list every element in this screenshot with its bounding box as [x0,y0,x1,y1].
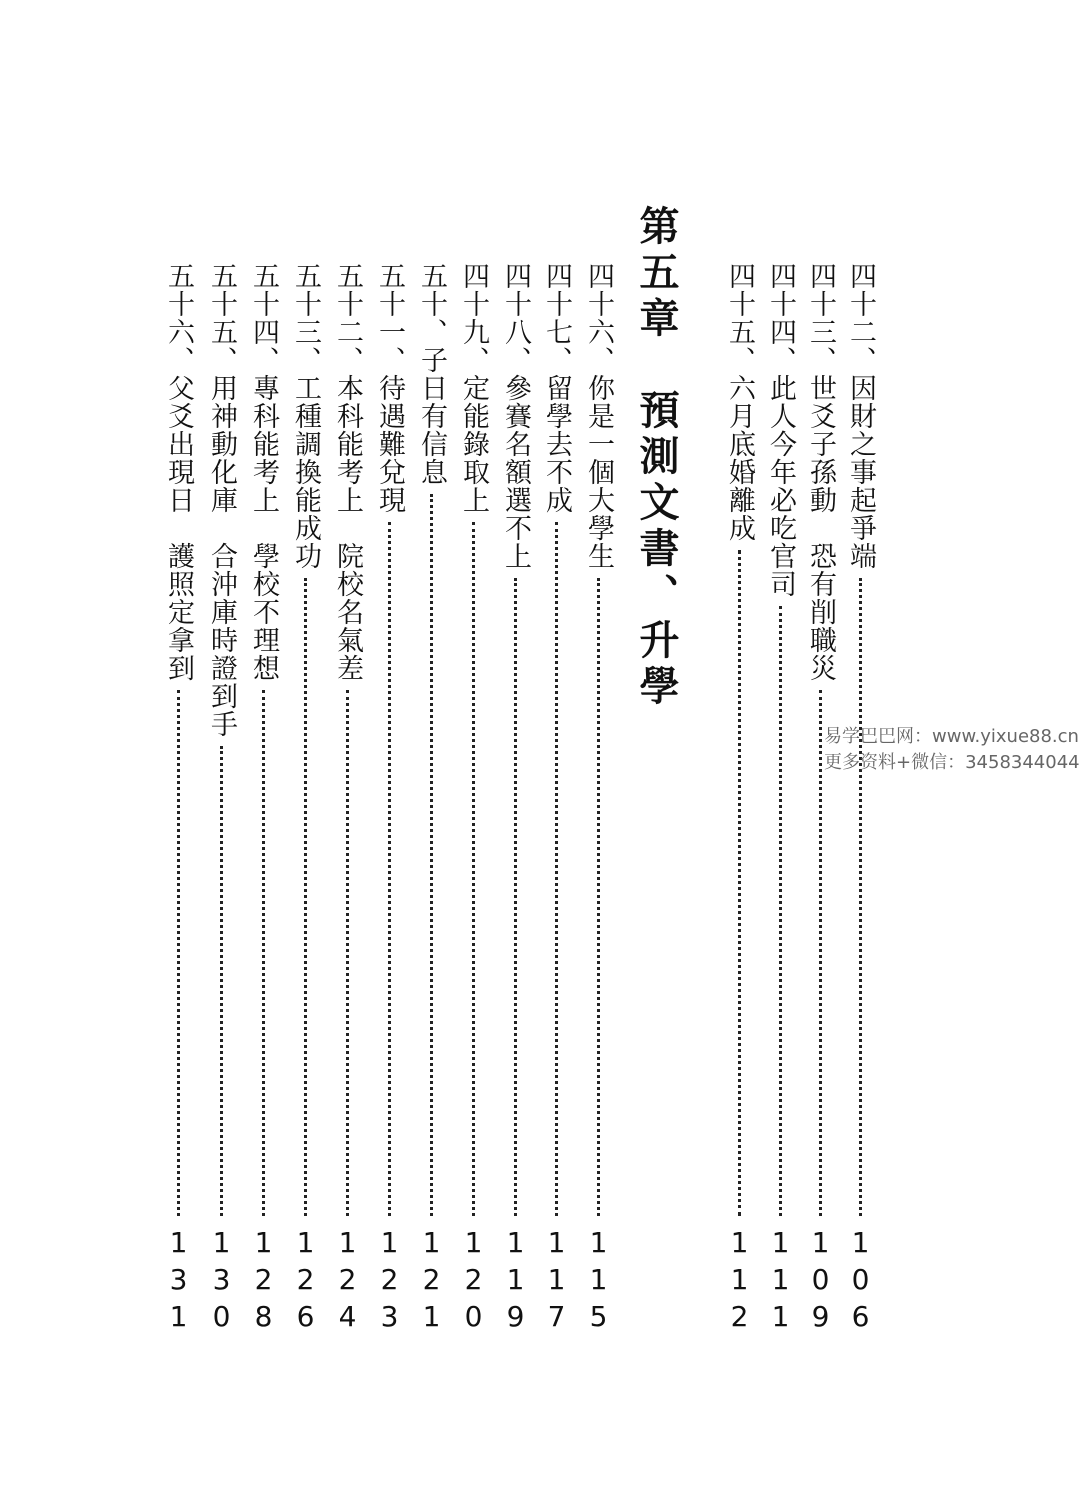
dot-leader [779,606,782,1216]
toc-entry [245,262,281,1337]
dot-leader [430,494,433,1216]
toc-entry-title: 五十六、父爻出現日 護照定拿到 [163,262,194,682]
toc-entry [413,262,449,1337]
toc-entry [287,262,323,1337]
toc-entry-title: 四十三、世爻子孫動 恐有削職災 [805,262,836,682]
dot-leader [819,690,822,1216]
dot-leader [555,522,558,1216]
dot-leader [220,746,223,1216]
watermark [824,724,1080,776]
dot-leader [859,578,862,1216]
toc-entry [329,262,365,1337]
watermark-line2: 更多资料+微信：3458344044 [824,752,1080,773]
toc-entry-title: 四十八、參賽名額選不上 [500,262,531,570]
toc-entry-title: 五十三、工種調換能成功 [290,262,321,570]
toc-entry-title: 五十四、專科能考上 學校不理想 [248,262,279,682]
toc-entry-page: 126 [289,1226,322,1337]
dot-leader [472,522,475,1216]
toc-entry-page: 119 [499,1226,532,1337]
toc-entry [580,262,616,1337]
dot-leader [514,578,517,1216]
toc-entry-title: 四十六、你是一個大學生 [583,262,614,570]
toc-entry-page: 111 [764,1226,797,1337]
dot-leader [346,690,349,1216]
toc-entry-page: 117 [540,1226,573,1337]
dot-leader [597,578,600,1216]
toc-entry [203,262,239,1337]
toc-entry [497,262,533,1337]
chapter-heading: 第五章 預測文書、升學 [633,205,680,711]
toc-entry [842,262,878,1337]
dot-leader [177,690,180,1216]
toc-entry [721,262,757,1337]
watermark-line1: 易学巴巴网：www.yixue88.cn [824,726,1079,747]
toc-entry [371,262,407,1337]
toc-entry [160,262,196,1337]
toc-entry-page: 130 [205,1226,238,1337]
toc-entry-page: 121 [415,1226,448,1337]
toc-entry-title: 五十、子日有信息 [416,262,447,486]
toc-entry-page: 123 [373,1226,406,1337]
toc-entry [538,262,574,1337]
toc-entry-title: 四十九、定能錄取上 [458,262,489,514]
toc-entry-title: 四十七、留學去不成 [541,262,572,514]
toc-entry-page: 120 [457,1226,490,1337]
dot-leader [262,690,265,1216]
toc-entry-title: 四十四、此人今年必吃官司 [765,262,796,598]
toc-entry-title: 五十五、用神動化庫 合沖庫時證到手 [206,262,237,738]
toc-entry-page: 124 [331,1226,364,1337]
toc-entry-page: 131 [162,1226,195,1337]
toc-entry-title: 五十一、待遇難兌現 [374,262,405,514]
toc-entry [455,262,491,1337]
toc-entry-title: 四十二、因財之事起爭端 [845,262,876,570]
dot-leader [738,550,741,1216]
toc-entry-title: 四十五、六月底婚離成 [724,262,755,542]
toc-entry-page: 109 [804,1226,837,1337]
toc-entry [762,262,798,1337]
toc-entry-page: 128 [247,1226,280,1337]
dot-leader [388,522,391,1216]
toc-entry [802,262,838,1337]
toc-entry-page: 115 [582,1226,615,1337]
toc-entry-title: 五十二、本科能考上 院校名氣差 [332,262,363,682]
toc-entry-page: 106 [844,1226,877,1337]
toc-entry-page: 112 [723,1226,756,1337]
dot-leader [304,578,307,1216]
